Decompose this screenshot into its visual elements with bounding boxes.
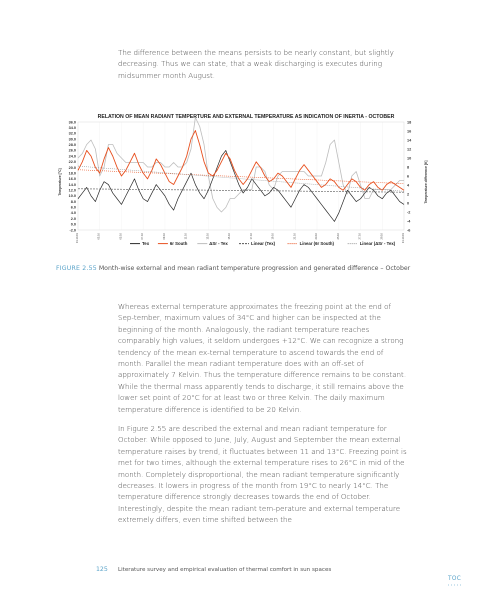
y-axis-label-right: Temperature difference [K] [424, 160, 428, 204]
y-tick-right: 14 [407, 138, 412, 143]
x-tick: 07.10 [141, 233, 145, 240]
series-layer [78, 118, 404, 222]
y-tick-left: 0.0 [70, 222, 76, 227]
body-paragraph-1: The difference between the means persists to be nearly constant, but slightly decreasing. Thus we can state, that a weak discharging is executes during midsummer month August. [118, 48, 394, 80]
x-tick: 25.10 [336, 233, 340, 240]
chart [56, 112, 432, 260]
y-tick-left: 28.0 [68, 143, 76, 148]
y-tick-right: 8 [407, 165, 410, 170]
y-tick-right: 18 [407, 120, 412, 125]
y-axis-left [69, 120, 76, 232]
toc-dots [447, 584, 463, 586]
y-tick-right: -2 [407, 210, 411, 215]
x-tick: 27.10 [358, 233, 362, 240]
figure-label: FIGURE 2.55 [56, 265, 97, 272]
x-tick: 21.10 [293, 233, 297, 240]
y-tick-left: 14.0 [68, 182, 76, 187]
legend-entry: Linear (6r South) [299, 241, 334, 246]
x-tick: 17.10 [249, 233, 253, 240]
y-tick-left: 32.0 [68, 131, 76, 136]
chart-svg [56, 112, 432, 260]
chart-legend [130, 241, 396, 246]
legend-entry: Linear (ΔSr - Tex) [359, 241, 396, 246]
y-tick-left: 16.0 [68, 177, 76, 182]
y-tick-right: 10 [407, 156, 412, 161]
y-axis-right [407, 120, 412, 232]
legend-entry: 6r South [169, 241, 188, 246]
y-tick-left: 10.0 [68, 194, 76, 199]
legend-entry: ΔSr - Tex [209, 241, 228, 246]
y-tick-right: 4 [407, 183, 410, 188]
legend-entry: Tex [142, 241, 150, 246]
x-tick: 05.10 [119, 233, 123, 240]
y-tick-left: 8.0 [70, 199, 76, 204]
y-tick-right: 12 [407, 147, 412, 152]
y-tick-left: 4.0 [70, 211, 76, 216]
y-tick-right: 2 [407, 192, 410, 197]
x-tick: 31.10.19 [402, 233, 405, 244]
y-tick-right: 16 [407, 129, 412, 134]
y-tick-left: -2.0 [69, 228, 76, 233]
x-tick: 13.10 [206, 233, 210, 240]
y-tick-left: 20.0 [68, 165, 76, 170]
x-tick: 15.10 [228, 233, 232, 240]
y-tick-left: 24.0 [68, 154, 76, 159]
x-tick: 19.10 [271, 233, 275, 240]
series-tex [78, 150, 404, 221]
y-tick-left: 22.0 [68, 160, 76, 165]
body-paragraph-2: Whereas external temperature approximates the freezing point at the end of Sep-tember, maximum values of 34°C and higher can be inspected at the beginning of the month. Analogously, the radiant temperature reaches comparably high values, it seldom undergoes +12°C. We can recognize a strong tendency of the mean ex-ternal temperature to ascend towards the end of month. Parallel the mean radiant temperature does with an off-set of approximately 7 Kelvin. Thus the temperature difference remains to be constant. While the thermal mass apparently tends to discharge, it still remains above the lower set point of 20°C for at least two or three Kelvin. The daily maximum temperature difference is identified to be 20 Kelvin. [118, 302, 407, 414]
legend-entry: Linear (Tex) [251, 241, 276, 246]
y-tick-right: -4 [407, 219, 411, 224]
y-tick-left: 26.0 [68, 148, 76, 153]
body-paragraph-3: In Figure 2.55 are described the external and mean radiant temperature for October. While opposed to June, July, August and September the mean external temperature raises by trend, it fluctuates between 11 and 13°C. Freezing point is met for two times, although the external temperature rises to 26°C in mid of the month. Completely disproportional, the mean radiant temperature significantly decreases. It lowers in progress of the month from 19°C to nearly 14°C. The temperature difference strongly decreases towards the end of October. Interestingly, despite the mean radiant tem-perature and external temperature extremely differs, even time shifted between the [118, 424, 407, 525]
series-6r-south [78, 131, 404, 191]
y-tick-right: -6 [407, 228, 411, 233]
x-tick: 09.10 [162, 233, 166, 240]
x-tick: 03.10 [97, 233, 101, 240]
y-tick-left: 12.0 [68, 188, 76, 193]
chart-grid [78, 122, 404, 230]
toc-link[interactable]: TOC [448, 576, 462, 582]
plot-frame [78, 122, 404, 230]
chart-title: RELATION OF MEAN RADIANT TEMPERTURE AND EXTERNAL TEMPERATURE AS INDICATION OF INERTIA - OCTOBER [97, 114, 395, 120]
series-delta [78, 118, 404, 213]
running-title: Literature survey and empirical evaluation of thermal comfort in sun spaces [118, 567, 332, 573]
x-tick: 23.10 [315, 233, 319, 240]
y-tick-left: 36.0 [68, 120, 76, 125]
figure-caption [56, 265, 436, 273]
trend-delta [78, 166, 404, 191]
y-tick-right: 6 [407, 174, 410, 179]
y-tick-right: 0 [407, 201, 410, 206]
x-axis [75, 232, 405, 243]
x-tick: 01.10.19 [76, 233, 79, 244]
page-number: 125 [96, 566, 108, 573]
x-tick: 29.10 [380, 233, 384, 240]
y-axis-label-left: Temperature [°C] [58, 168, 62, 196]
x-tick: 11.10 [184, 233, 188, 240]
y-tick-left: 18.0 [68, 171, 76, 176]
y-tick-left: 2.0 [70, 216, 76, 221]
y-tick-left: 34.0 [68, 125, 76, 130]
y-tick-left: 30.0 [68, 137, 76, 142]
y-tick-left: 6.0 [70, 205, 76, 210]
figure-caption-text: Month-wise external and mean radiant temperature progression and generated difference – October [98, 265, 411, 272]
